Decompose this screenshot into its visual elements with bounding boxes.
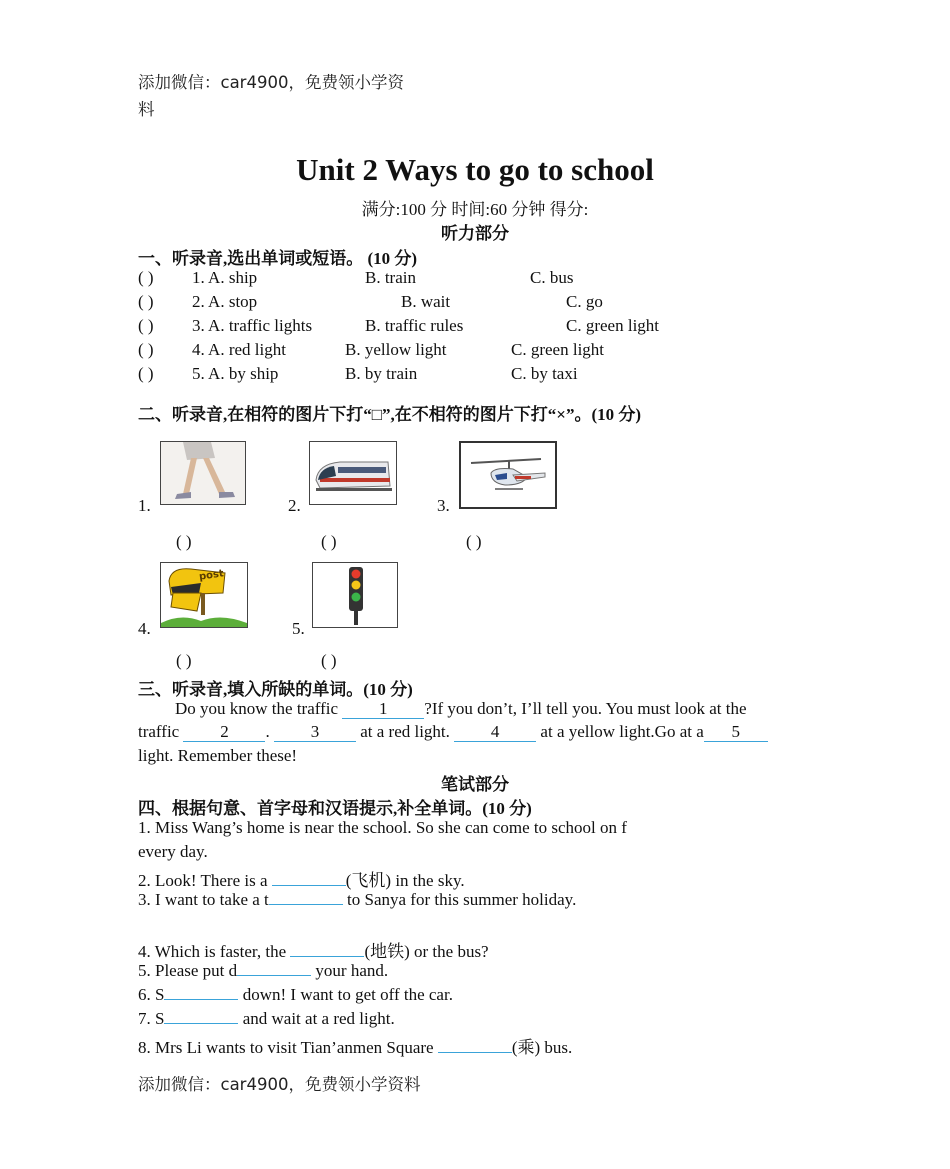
s3-line2 bbox=[138, 722, 768, 742]
pic5-paren: ( ) bbox=[321, 651, 337, 670]
s3-blank-1[interactable]: 1 bbox=[342, 700, 424, 719]
s3-text6: at a yellow light.Go at a bbox=[536, 722, 704, 741]
section4-heading: 四、根据句意、首字母和汉语提示,补全单词。(10 分) bbox=[138, 799, 532, 818]
traffic-light-icon bbox=[313, 563, 397, 627]
s1-q1-c: C. bus bbox=[530, 268, 574, 287]
s1-q1-paren: ( ) bbox=[138, 268, 154, 287]
s4-q1-line2: every day. bbox=[138, 842, 208, 861]
s4-q6-text-b: down! I want to get off the car. bbox=[238, 985, 453, 1004]
s1-q2-a: 2. A. stop bbox=[192, 292, 258, 311]
s4-q7-blank[interactable] bbox=[164, 1023, 238, 1024]
watermark-top-line2: 料 bbox=[138, 100, 155, 119]
s1-q5-a: 5. A. by ship bbox=[192, 364, 279, 383]
s4-q6 bbox=[138, 985, 453, 1005]
s4-q5 bbox=[138, 961, 388, 981]
watermark-bottom: 添加微信：car4900，免费领小学资料 bbox=[138, 1075, 421, 1094]
s4-q7-text-b: and wait at a red light. bbox=[238, 1009, 395, 1028]
s3-text5: at a red light. bbox=[355, 722, 455, 741]
section3-heading: 三、听录音,填入所缺的单词。(10 分) bbox=[138, 680, 413, 699]
page-title: Unit 2 Ways to go to school bbox=[296, 152, 654, 187]
s4-q8-text-b: (乘) bus. bbox=[511, 1038, 573, 1057]
s4-q5-text-a: 5. Please put d bbox=[138, 961, 238, 980]
section1-heading: 一、听录音,选出单词或短语。 (10 分) bbox=[138, 249, 418, 268]
s4-q8 bbox=[138, 1033, 572, 1058]
pic3-paren: ( ) bbox=[466, 532, 482, 551]
s3-blank-3[interactable]: 3 bbox=[274, 723, 356, 742]
s1-q2-paren: ( ) bbox=[138, 292, 154, 311]
written-header: 笔试部分 bbox=[441, 775, 509, 794]
s4-q3 bbox=[138, 890, 576, 910]
s1-q5-paren: ( ) bbox=[138, 364, 154, 383]
train-icon bbox=[310, 442, 396, 504]
pic4-label: 4. bbox=[138, 619, 151, 638]
s4-q4-text-b: (地铁) or the bus? bbox=[364, 942, 489, 961]
s4-q5-text-b: your hand. bbox=[311, 961, 389, 980]
s3-line1 bbox=[175, 699, 747, 719]
s1-q5-c: C. by taxi bbox=[511, 364, 578, 383]
s4-q2-text-b: (飞机) in the sky. bbox=[345, 871, 465, 890]
s4-q3-text-b: to Sanya for this summer holiday. bbox=[342, 890, 577, 909]
pic4-paren: ( ) bbox=[176, 651, 192, 670]
s4-q4 bbox=[138, 937, 489, 962]
walking-picture bbox=[160, 441, 246, 505]
s3-blank-5[interactable]: 5 bbox=[704, 723, 768, 742]
pic1-label: 1. bbox=[138, 496, 151, 515]
s3-blank-2[interactable]: 2 bbox=[183, 723, 265, 742]
pic2-label: 2. bbox=[288, 496, 301, 515]
traffic-light-picture bbox=[312, 562, 398, 628]
s1-q2-c: C. go bbox=[566, 292, 603, 311]
s4-q3-text-a: 3. I want to take a t bbox=[138, 890, 269, 909]
s4-q6-blank[interactable] bbox=[164, 999, 238, 1000]
helicopter-picture bbox=[459, 441, 557, 509]
score-line: 满分:100 分 时间:60 分钟 得分: bbox=[361, 200, 589, 219]
s4-q2 bbox=[138, 866, 465, 891]
s1-q4-b: B. yellow light bbox=[345, 340, 447, 359]
s4-q7 bbox=[138, 1009, 395, 1029]
s3-blank-4[interactable]: 4 bbox=[454, 723, 536, 742]
s3-text4: . bbox=[265, 722, 274, 741]
s4-q4-text-a: 4. Which is faster, the bbox=[138, 942, 291, 961]
watermark-top-line1: 添加微信：car4900，免费领小学资 bbox=[138, 73, 404, 92]
s1-q1-b: B. train bbox=[365, 268, 416, 287]
listening-header: 听力部分 bbox=[441, 224, 509, 243]
s4-q2-text-a: 2. Look! There is a bbox=[138, 871, 272, 890]
s3-line3: light. Remember these! bbox=[138, 746, 298, 765]
s4-q2-blank[interactable] bbox=[272, 885, 346, 886]
helicopter-icon bbox=[461, 443, 555, 507]
s4-q7-text-a: 7. S bbox=[138, 1009, 165, 1028]
s1-q4-c: C. green light bbox=[511, 340, 605, 359]
s1-q4-a: 4. A. red light bbox=[192, 340, 286, 359]
walking-legs-icon bbox=[161, 442, 245, 504]
s3-text2: ?If you don’t, I’ll tell you. You must look at the bbox=[424, 699, 747, 718]
postbox-picture bbox=[160, 562, 248, 628]
pic3-label: 3. bbox=[437, 496, 450, 515]
s1-q3-c: C. green light bbox=[566, 316, 660, 335]
pic2-paren: ( ) bbox=[321, 532, 337, 551]
pic1-paren: ( ) bbox=[176, 532, 192, 551]
pic5-label: 5. bbox=[292, 619, 305, 638]
s1-q3-b: B. traffic rules bbox=[365, 316, 464, 335]
s1-q2-b: B. wait bbox=[401, 292, 451, 311]
s4-q8-blank[interactable] bbox=[438, 1052, 512, 1053]
s4-q1-line1: 1. Miss Wang’s home is near the school. So she can come to school on f bbox=[138, 818, 627, 837]
s1-q5-b: B. by train bbox=[345, 364, 418, 383]
s1-q4-paren: ( ) bbox=[138, 340, 154, 359]
s1-q3-paren: ( ) bbox=[138, 316, 154, 335]
s4-q4-blank[interactable] bbox=[290, 956, 364, 957]
s4-q8-text-a: 8. Mrs Li wants to visit Tian’anmen Square bbox=[138, 1038, 438, 1057]
s1-q1-a: 1. A. ship bbox=[192, 268, 258, 287]
train-picture bbox=[309, 441, 397, 505]
s1-q3-a: 3. A. traffic lights bbox=[192, 316, 313, 335]
post-sign-text: post bbox=[198, 568, 225, 583]
s3-text3: traffic bbox=[138, 722, 184, 741]
section2-heading: 二、听录音,在相符的图片下打“□”,在不相符的图片下打“×”。(10 分) bbox=[138, 405, 642, 424]
s4-q6-text-a: 6. S bbox=[138, 985, 165, 1004]
s3-text1: Do you know the traffic bbox=[175, 699, 343, 718]
s4-q5-blank[interactable] bbox=[237, 975, 311, 976]
s4-q3-blank[interactable] bbox=[269, 904, 343, 905]
